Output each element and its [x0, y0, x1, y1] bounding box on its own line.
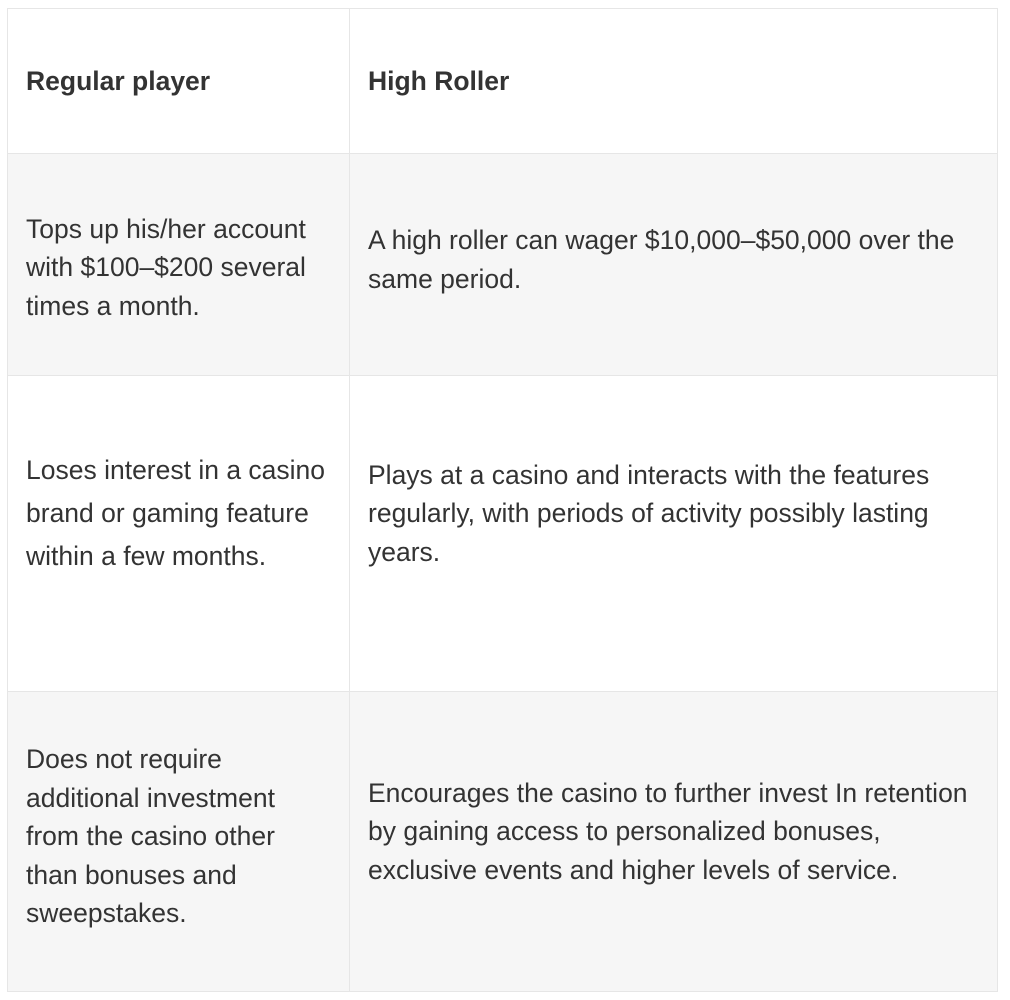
cell-highroller-retention: Encourages the casino to further invest In retention by gaining access to personalized bonuses, exclusive events and higher levels of service.: [350, 692, 998, 992]
comparison-table: [7, 8, 998, 992]
cell-regular-deposit: Tops up his/her account with $100–$200 several times a month.: [8, 154, 350, 376]
table-header-row: [8, 9, 998, 154]
header-regular-player: Regular player: [8, 9, 350, 154]
table-row: [8, 692, 998, 992]
table-row: [8, 376, 998, 692]
header-high-roller: High Roller: [350, 9, 998, 154]
table-row: [8, 154, 998, 376]
cell-highroller-wager: A high roller can wager $10,000–$50,000 over the same period.: [350, 154, 998, 376]
cell-regular-interest: Loses interest in a casino brand or gaming feature within a few months.: [8, 376, 350, 692]
cell-regular-investment: Does not require additional investment from the casino other than bonuses and sweepstakes.: [8, 692, 350, 992]
cell-highroller-activity: Plays at a casino and interacts with the features regularly, with periods of activity possibly lasting years.: [350, 376, 998, 692]
